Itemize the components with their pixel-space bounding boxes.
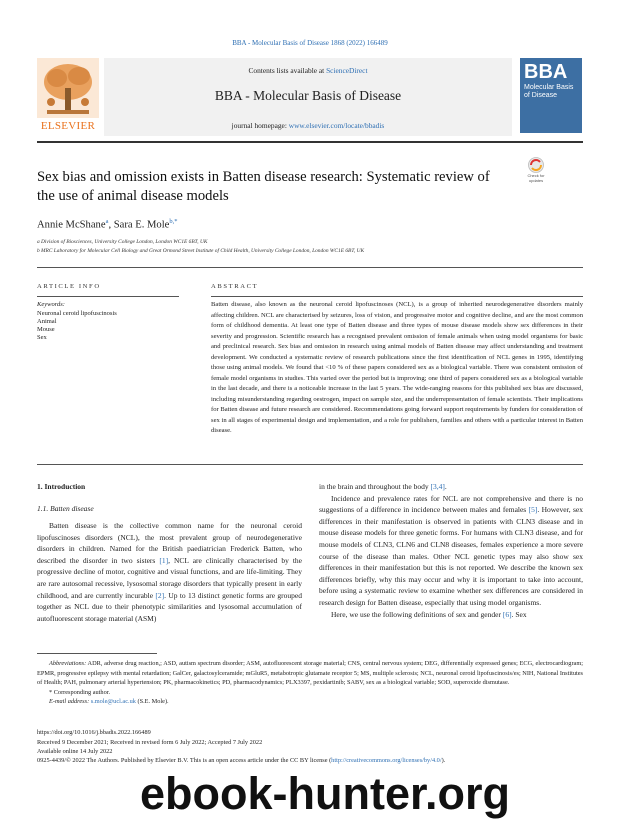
body-paragraph-left: Batten disease is the collective common name for the neuronal ceroid lipofuscinoses disorders (NCL), the most prevalent group of neurodegenerative disorders in children. Named for the British paediatrician Frederick Batten, who described the disorder in two sisters [1], NCL are clinically characterised by the progressive decline of motor, cognitive and visual functions, and are life-limiting. They are rare autosomal recessive, lysosomal storage disorders that typically present in early childhood, and are currently incurable [2]. Up to 13 distinct genetic forms are grouped together as NCL due to their phenotypic similarities and lysosomal accumulation of autofluorescent storage material (ASM)	[37, 521, 303, 623]
author-name[interactable]: Sara E. Mole	[113, 219, 170, 231]
keyword-item: Animal	[37, 318, 57, 325]
journal-reference[interactable]: BBA - Molecular Basis of Disease 1868 (2022) 166489	[232, 39, 388, 47]
subsection-heading-batten: 1.1. Batten disease	[37, 504, 94, 513]
citation-link[interactable]: [5]	[528, 505, 538, 515]
sciencedirect-link[interactable]: ScienceDirect	[326, 66, 368, 75]
body-column-right	[319, 481, 583, 620]
cover-title: BBA	[524, 61, 568, 83]
article-title: Sex bias and omission exists in Batten disease research: Systematic review of the use of animal disease models	[37, 169, 490, 204]
author-affil-marker[interactable]: a	[105, 218, 109, 225]
cover-subtitle: Molecular Basis of Disease	[524, 84, 574, 99]
footnote-divider	[37, 653, 157, 654]
received-dates: Received 9 December 2021; Received in revised form 6 July 2022; Accepted 7 July 2022	[37, 739, 263, 746]
keywords-label: Keywords:	[37, 301, 65, 308]
email-link[interactable]: s.mole@ucl.ac.uk	[90, 698, 136, 705]
abstract-bottom-divider	[37, 464, 583, 465]
author-name[interactable]: Annie McShane	[37, 219, 106, 231]
author-affil-marker[interactable]: b,*	[169, 218, 178, 225]
citation-link[interactable]: [3,4]	[430, 482, 445, 491]
keyword-item: Neuronal ceroid lipofuscinosis	[37, 310, 117, 317]
contents-line: Contents lists available at ScienceDirect	[248, 66, 368, 75]
citation-link[interactable]: [1]	[159, 555, 169, 565]
license-line: 0925-4439/© 2022 The Authors. Published by Elsevier B.V. This is an open access article under the CC BY license (http://creativecommons.org/licenses/by/4.0/).	[37, 757, 446, 764]
watermark-text: ebook-hunter.org	[140, 768, 510, 819]
article-info-heading: ARTICLE INFO	[37, 283, 101, 290]
author-list: Annie McShane$^a$, Sara E. Mole$^{b,*}$	[37, 218, 178, 231]
citation-link[interactable]: [6]	[502, 609, 512, 619]
abstract-text: Batten disease, also known as the neuronal ceroid lipofuscinoses (NCL), is a group of inherited neurodegenerative disorders mainly affecting children. NCL are characterised by seizures, loss of vision, and progressive motor and cognitive decline, and are the most common form of childhood dementia. At least one type of Batten disease and three types of mouse disease models show sex differences in their severity and progression. Scientific research has a recognised prevalent omission of female animals when using model organisms for basic and preclinical research. Sex bias and omission in research using animal models of Batten disease may affect understanding and treatment development. We conducted a systematic review of research publications since the first identification of NCL genes in 1995, identifying those using animal models. We found that <10 % of these papers considered sex as a biological variable. There was consistent omission of female model organisms in studies. This varied over the period but is improving; one third of papers considered sex as a biological variable in the last decade, and there is a noticeable increase in the last 5 years. The wide-ranging reasons for this published sex bias are discussed, including misunderstanding regarding oestrogen, impact on sample size, and the underrepresentation of female scientists. Their implications for Batten disease and future research are considered. Recommendations going forward support requirements by funders for consideration of sex in all stages of experimental design and implementation, and a role for publishers, families and others with a particular interest in Batten disease.	[211, 301, 583, 434]
affiliation-b: b MRC Laboratory for Molecular Cell Biology and Great Ormond Street Institute of Child Health, University College London, London WC1E 6BT, UK	[37, 248, 365, 254]
journal-title: BBA - Molecular Basis of Disease	[214, 88, 402, 103]
license-link[interactable]: http://creativecommons.org/licenses/by/4.0/	[331, 757, 442, 764]
article-info-divider	[37, 296, 179, 297]
homepage-line: journal homepage: www.elsevier.com/locate/bbadis	[231, 121, 385, 130]
check-for-updates-label[interactable]: Check for updates	[527, 173, 545, 183]
abbreviations-note: Abbreviations: ADR, adverse drug reaction,; ASD, autism spectrum disorder; ASM, autofluorescent storage material; CNS, central nervous system; DEG, differentially expressed genes; ECG, electrocardiogram; EPMR, progressive epilepsy with mental retardation; GalCer, galactosylceramide; mGluR5, metabotropic glutamate receptor 5; MS, multiple sclerosis; NCL, neuronal ceroid lipofuscinosis/es; NIH, National Institutes of Health; PAH, pulmonary arterial hypertension; PK, pharmacokinetics; PD, pharmacodynamics; PLX3397, pexidartinib; SABV, sex as a biological variable; SOD, superoxide dismutase.	[37, 660, 583, 686]
elsevier-tree-logo	[37, 58, 99, 118]
abstract-divider	[211, 296, 583, 297]
abstract-heading: ABSTRACT	[211, 283, 259, 290]
doi-link[interactable]: https://doi.org/10.1016/j.bbadis.2022.166489	[37, 729, 151, 736]
corresponding-author-note: * Corresponding author.	[49, 688, 111, 696]
citation-link[interactable]: [2]	[155, 590, 165, 600]
body-paragraph-definitions: Here, we use the following definitions of sex and gender [6]. Sex	[331, 609, 527, 619]
available-online: Available online 14 July 2022	[37, 748, 113, 755]
body-paragraph-incidence: Incidence and prevalence rates for NCL are not comprehensive and there is no suggestions of a difference in incidence between males and females [5]. However, sex differences in their manifestation is observed in patients with CLN3 disease and in mouse disease models for three genetic forms. For humans with CLN3 disease, and for mouse models of CLN3, CLN6 and CLN8 diseases, females experience a more severe course of the disease than males. Other NCL genetic types may also show sex differences in their manifestation but this is not reported. We describe the known sex differences briefly, why this may occur and why it is important to take into account, before using a systematic review to examine whether sex differences are considered in research design for Batten disease, especially that using model organisms.	[319, 493, 583, 607]
publisher-name: ELSEVIER	[40, 120, 96, 132]
keyword-item: Sex	[37, 334, 47, 341]
footnotes	[37, 659, 583, 707]
affiliation-a: a Division of Biosciences, University College London, London WC1E 6BT, UK	[37, 239, 208, 245]
affiliation-divider	[37, 267, 583, 268]
section-heading-introduction: 1. Introduction	[37, 482, 86, 491]
body-paragraph-continued: in the brain and throughout the body [3,4].	[319, 482, 447, 491]
keyword-item: Mouse	[37, 326, 55, 333]
header-divider	[37, 141, 583, 143]
email-note: E-mail address: s.mole@ucl.ac.uk (S.E. Mole).	[49, 698, 169, 705]
journal-cover-image	[520, 58, 582, 133]
homepage-link[interactable]: www.elsevier.com/locate/bbadis	[288, 121, 385, 130]
